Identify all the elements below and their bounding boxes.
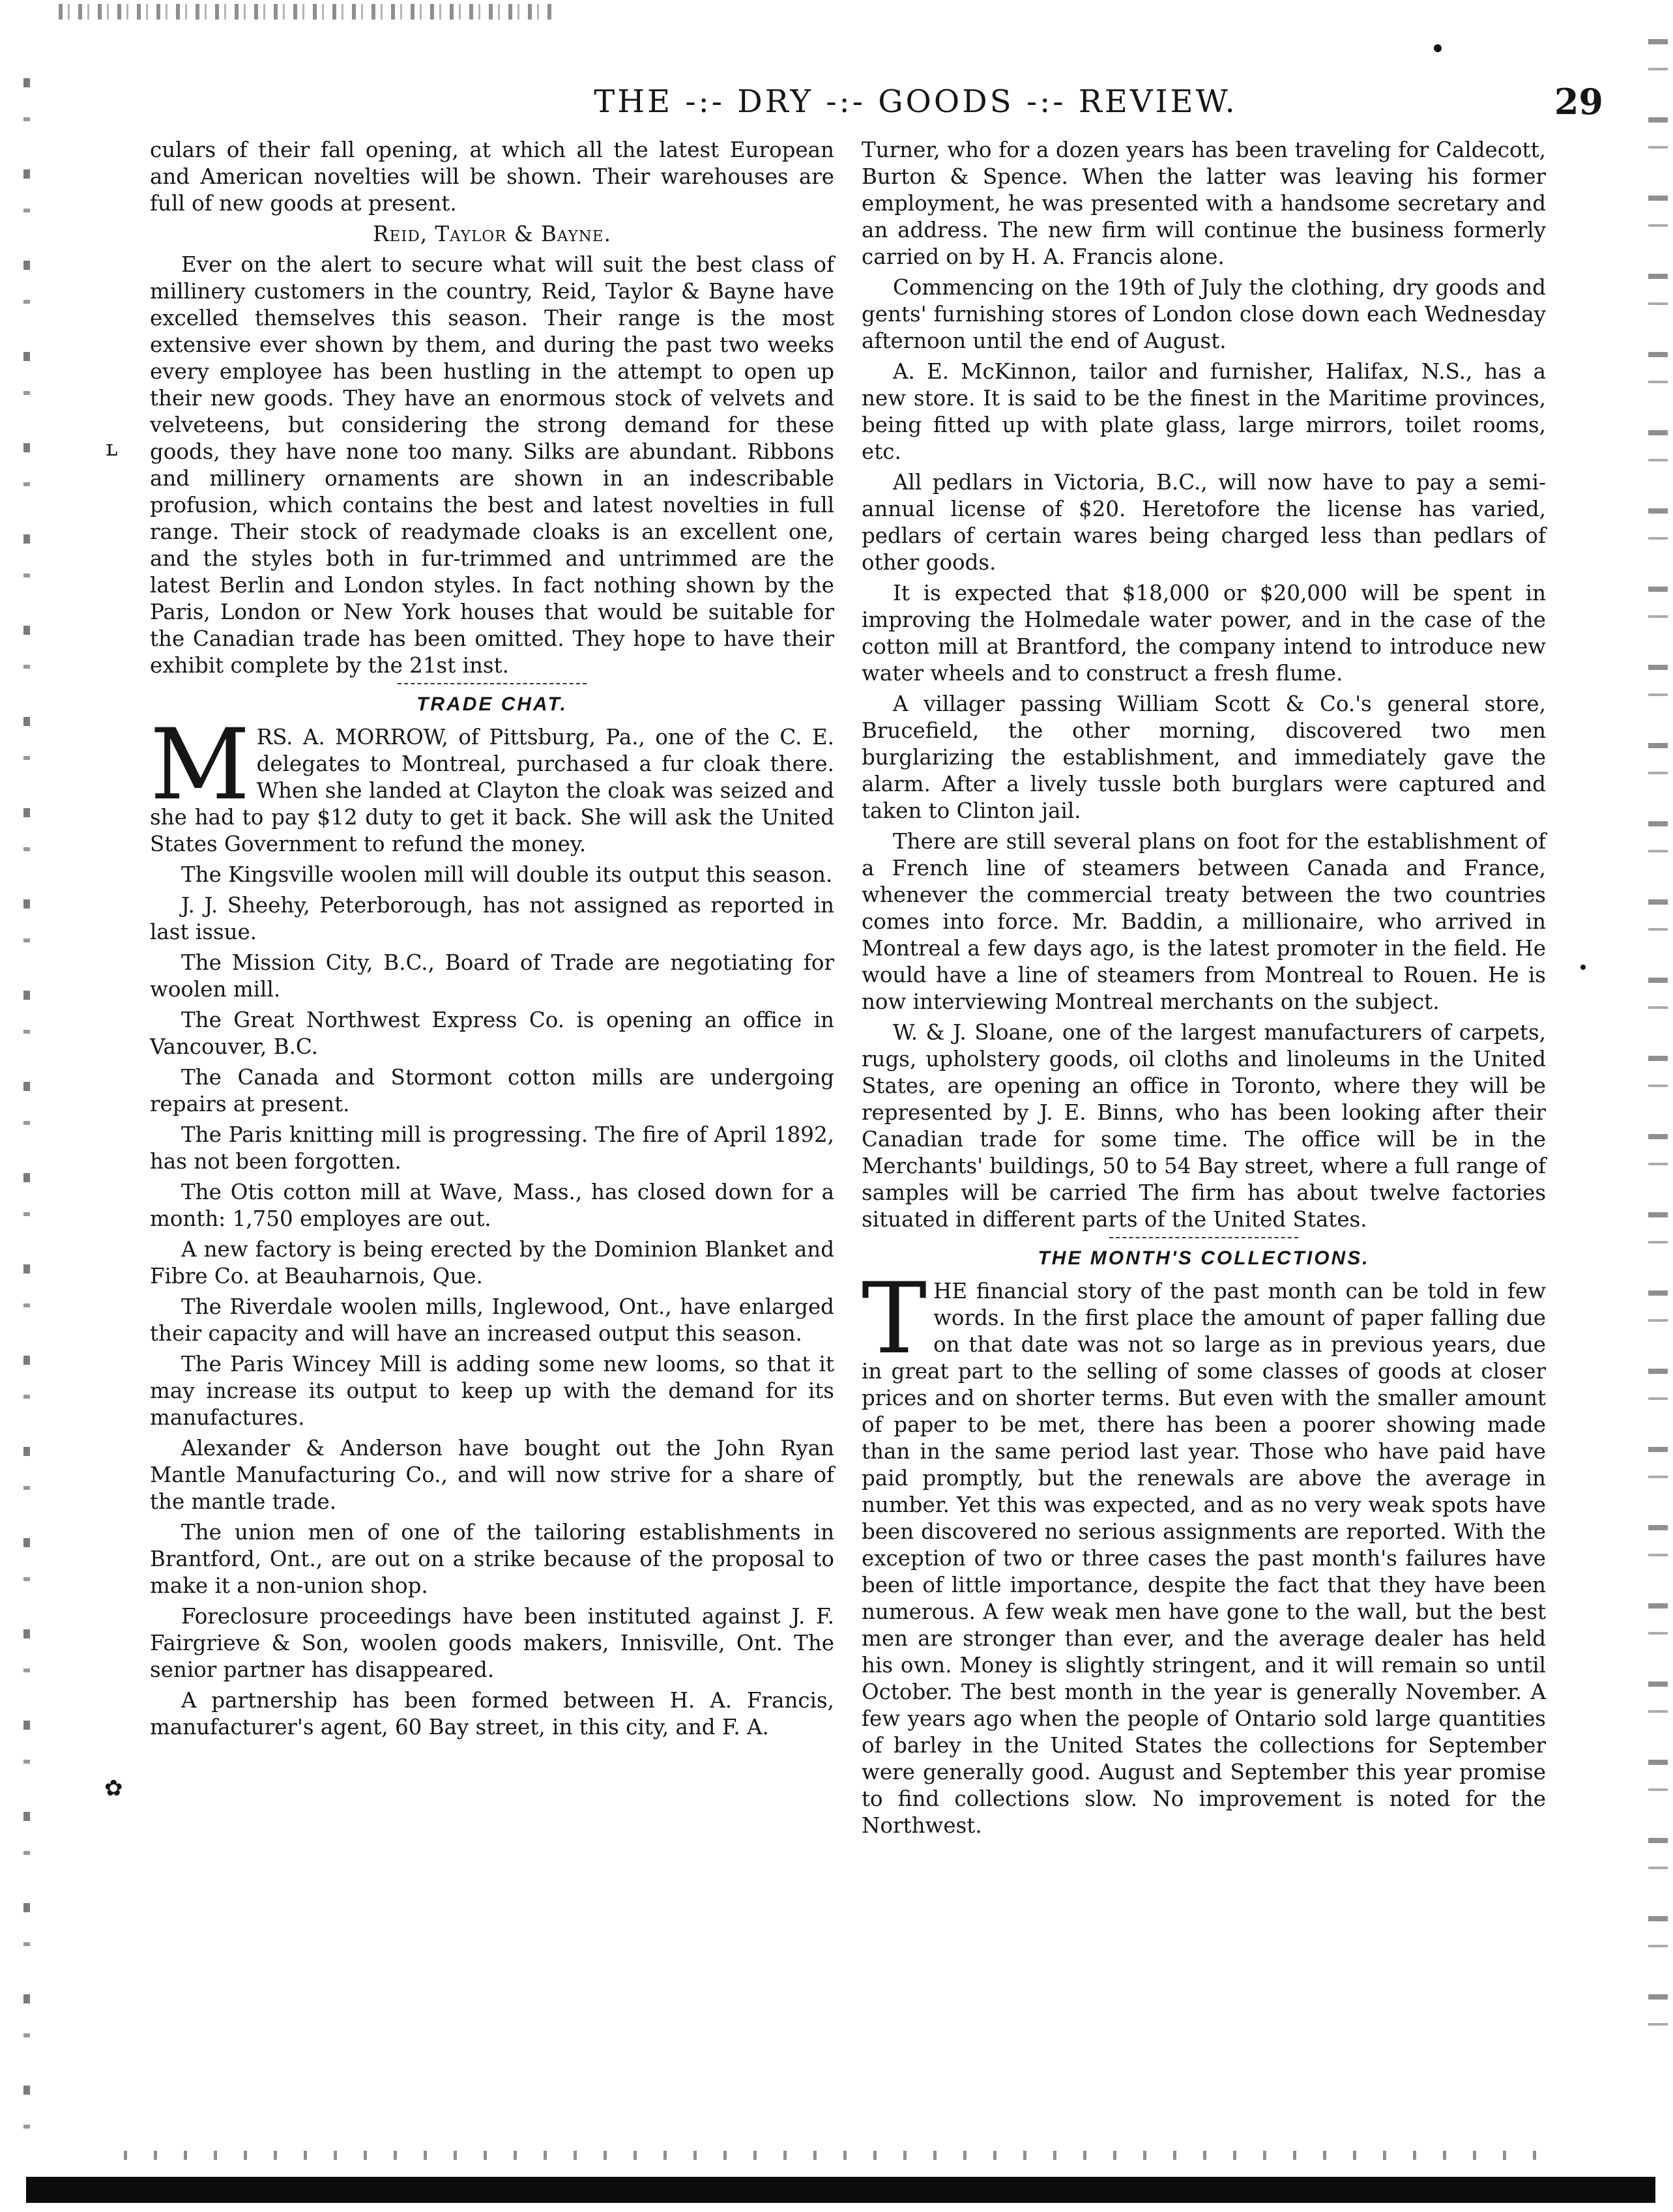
scan-bottom-dots [124, 2151, 1558, 2160]
news-item: The Otis cotton mill at Wave, Mass., has closed down for a month: 1,750 employes are out. [150, 1180, 834, 1231]
news-item: The union men of one of the tailoring establishments in Brantford, Ont., are out on a strike because of the proposal to make it a non-union shop. [150, 1520, 834, 1598]
article-continuation: Turner, who for a dozen years has been traveling for Caldecott, Burton & Spence. When the latter was leaving his former employment, he was presented with a handsome secretary and an address. The new firm will continue the business formerly carried on by H. A. Francis alone. [862, 138, 1546, 269]
news-item: A partnership has been formed between H. A. Francis, manufacturer's agent, 60 Bay street, in this city, and F. A. [150, 1688, 834, 1739]
ink-dot [1434, 44, 1442, 52]
news-item: W. & J. Sloane, one of the largest manufacturers of carpets, rugs, upholstery goods, oil cloths and linoleums in the United States, are opening an office in Toronto, where they will be represented by J. E. Binns, who has been looking after their Canadian trade for some time. The office will be in the Merchants' buildings, 50 to 54 Bay street, where a full range of samples will be carried The firm has about twelve factories situated in different parts of the United States. [862, 1020, 1546, 1232]
news-item: The Kingsville woolen mill will double its output this season. [181, 862, 833, 887]
drop-cap: T [862, 1262, 927, 1376]
news-item: Foreclosure proceedings have been instituted against J. F. Fairgrieve & Son, woolen goods makers, Innisville, Ont. The senior partner has disappeared. [150, 1604, 834, 1682]
scan-right-edge [1648, 39, 1668, 2059]
news-item: The Mission City, B.C., Board of Trade are negotiating for woolen mill. [150, 950, 834, 1002]
ink-dot [1580, 965, 1586, 970]
trade-chat-heading: TRADE CHAT. [416, 693, 568, 715]
scan-bottom-bar [26, 2177, 1655, 2203]
collections-heading: THE MONTH'S COLLECTIONS. [1038, 1247, 1370, 1269]
collections-article [862, 1262, 1546, 1839]
page-number: 29 [1554, 81, 1603, 123]
margin-mark: ʟ [106, 435, 118, 461]
article-continuation: culars of their fall opening, at which all the latest European and American novelties will be shown. Their warehouses are full of new goods at present. [150, 138, 834, 216]
reid-article-text: Ever on the alert to secure what will suit the best class of millinery customers in the country, Reid, Taylor & Bayne have excelled themselves this season. Their range is the most extensive ever shown by them, and during the past two weeks every employee has been hustling in the attempt to open up their new goods. They have an enormous stock of velvets and velveteens, but considering the strong demand for these goods, they have none too many. Silks are abundant. Ribbons and millinery ornaments are shown in an indescribable profusion, which contains the best and latest novelties in full range. Their stock of readymade cloaks is an excellent one, and the styles both in fur-trimmed and untrimmed are the latest Berlin and London styles. In fact nothing shown by the Paris, London or New York houses that would be suitable for the Canadian trade has been omitted. They hope to have their exhibit complete by the 21st inst. [150, 252, 834, 678]
news-item: It is expected that $18,000 or $20,000 will be spent in improving the Holmedale water power, and in the case of the cotton mill at Brantford, the company intend to introduce new water wheels and to construct a fresh flume. [862, 581, 1546, 686]
page-header [150, 83, 1603, 129]
section-title-reid: Reid, Taylor & Bayne. [372, 222, 611, 246]
trade-chat-lead-text: RS. A. MORROW, of Pittsburg, Pa., one of the C. E. delegates to Montreal, purchased a fur cloak there. When she landed at Clayton the cloak was seized and she had to pay $12 duty to get it back. She will ask the United States Government to refund the money. [150, 725, 834, 856]
news-item: The Paris Wincey Mill is adding some new looms, so that it may increase its output to keep up with the demand for its manufactures. [150, 1352, 834, 1430]
scan-smudge [59, 4, 554, 20]
right-column [862, 137, 1546, 1843]
news-item: There are still several plans on foot for the establishment of a French line of steamers between Canada and France, whenever the commercial treaty between the two countries comes into force. Mr. Baddin, a millionaire, who arrived in Montreal a few days ago, is the latest promoter in the field. He would have a line of steamers from Montreal to Rouen. He is now interviewing Montreal merchants on the subject. [862, 829, 1546, 1014]
news-item: The Riverdale woolen mills, Inglewood, Ont., have enlarged their capacity and will have an increased output this season. [150, 1294, 834, 1346]
margin-mark: ✿ [104, 1775, 123, 1801]
collections-text: HE financial story of the past month can be told in few words. In the first place the amount of paper falling due on that date was not so large as in previous years, due in great part to the selling of some classes of goods at closer prices and on shorter terms. But even with the smaller amount of paper to be met, there has been a poorer showing made than in the same period last year. Those who have paid have paid promptly, but the renewals are above the average in number. Yet this was expected, and as no very weak spots have been discovered no serious assignments are reported. With the exception of two or three cases the past month's failures have been of little importance, despite the fact that they have been numerous. A few weak men have gone to the wall, but the best men are stronger than ever, and the average dealer has held his own. Money is slightly stringent, and it will remain so until October. The best month in the year is generally November. A few years ago when the people of Ontario sold large quantities of barley in the United States the collections for September were generally good. August and September this year promise to find collections slow. No improvement is noted for the Northwest. [862, 1279, 1546, 1838]
news-item: All pedlars in Victoria, B.C., will now have to pay a semi-annual license of $20. Heretofore the license has varied, pedlars of certain wares being charged less than pedlars of other goods. [862, 470, 1546, 575]
news-item: A villager passing William Scott & Co.'s general store, Brucefield, the other morning, discovered two men burglarizing the establishment, and immediately gave the alarm. After a lively tussle both burglars were captured and taken to Clinton jail. [862, 691, 1546, 823]
news-item: The Canada and Stormont cotton mills are undergoing repairs at present. [150, 1065, 834, 1116]
news-item: J. J. Sheehy, Peterborough, has not assigned as reported in last issue. [150, 893, 834, 944]
trade-chat-lead [150, 708, 834, 858]
section-divider [398, 683, 587, 684]
news-item: A new factory is being erected by the Dominion Blanket and Fibre Co. at Beauharnois, Que. [150, 1237, 834, 1288]
news-item: The Great Northwest Express Co. is opening an office in Vancouver, B.C. [150, 1008, 834, 1059]
scan-left-edge [23, 78, 30, 2164]
news-item: A. E. McKinnon, tailor and furnisher, Halifax, N.S., has a new store. It is said to be the finest in the Maritime provinces, being fitted up with plate glass, large mirrors, toilet rooms, etc. [862, 359, 1546, 464]
news-item: Commencing on the 19th of July the clothing, dry goods and gents' furnishing stores of London close down each Wednesday afternoon until the end of August. [862, 275, 1546, 353]
publication-title: THE -:- DRY -:- GOODS -:- REVIEW. [594, 83, 1238, 120]
drop-cap: M [150, 708, 250, 822]
section-divider [1109, 1237, 1298, 1238]
news-item: The Paris knitting mill is progressing. The fire of April 1892, has not been forgotten. [150, 1122, 834, 1174]
news-item: Alexander & Anderson have bought out the John Ryan Mantle Manufacturing Co., and will now strive for a share of the mantle trade. [150, 1436, 834, 1514]
left-column [150, 137, 834, 1745]
